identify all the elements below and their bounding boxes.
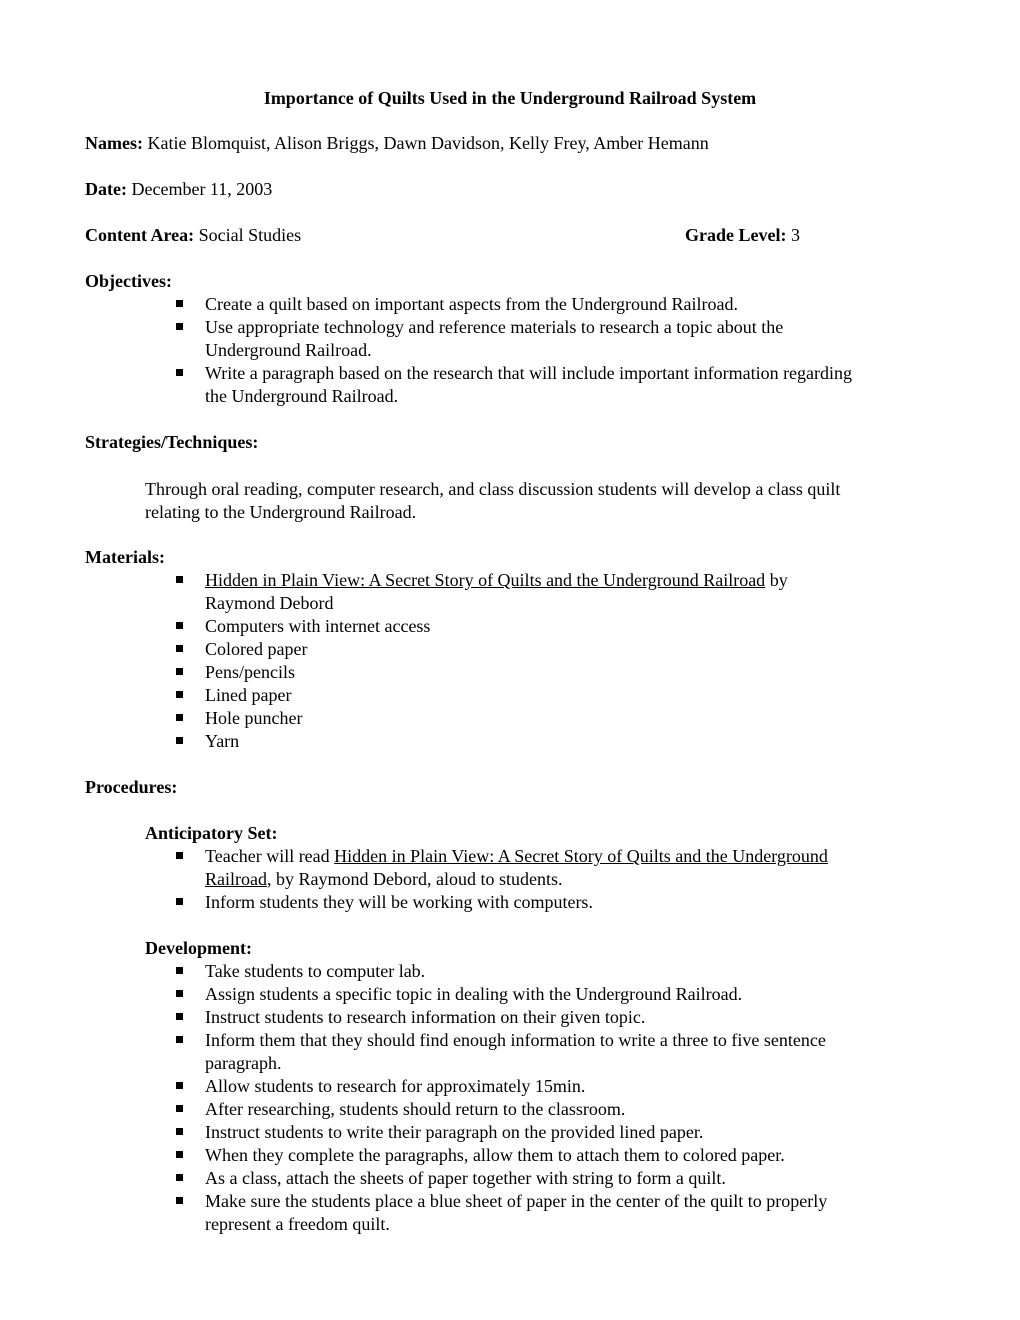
objective-text: Use appropriate technology and reference materials to research a topic about the [205,317,784,337]
anticipatory-text: Teacher will read [205,846,335,866]
document-title: Importance of Quilts Used in the Underground Railroad System [263,88,757,108]
date-label: Date: [85,179,127,199]
list-item [0,684,788,707]
materials-list [0,569,788,753]
book-by: by [765,570,788,590]
strategies-heading: Strategies/Techniques: [85,432,259,452]
list-item [0,638,788,661]
list-item [0,730,788,753]
content-area-value: Social Studies [198,225,302,245]
list-item [0,707,788,730]
development-text: As a class, attach the sheets of paper together with string to form a quilt. [205,1168,726,1188]
list-item [0,293,852,316]
book-title: Hidden in Plain View: A Secret Story of Quilts and the Underground [334,846,828,866]
list-item [0,1190,827,1236]
list-item [0,1144,827,1167]
list-item [0,1167,827,1190]
anticipatory-text: Inform students they will be working with computers. [205,892,593,912]
objectives-heading: Objectives: [85,271,172,291]
development-text: Instruct students to research information on their given topic. [205,1007,646,1027]
strategies-text: Through oral reading, computer research, and class discussion students will develop a class quilt [145,479,841,499]
development-text: After researching, students should return to the classroom. [205,1099,626,1119]
objective-text-cont: Underground Railroad. [205,340,372,360]
strategies-paragraph [145,478,840,524]
grade-level-line [685,224,800,247]
development-text-cont: paragraph. [205,1053,282,1073]
development-text: Instruct students to write their paragraph on the provided lined paper. [205,1122,704,1142]
list-item [0,983,827,1006]
materials-heading: Materials: [85,547,165,567]
book-title: Hidden in Plain View: A Secret Story of Quilts and the Underground Railroad [205,570,766,590]
development-text: When they complete the paragraphs, allow them to attach them to colored paper. [205,1145,785,1165]
material-text: Hole puncher [205,708,303,728]
names-label: Names: [85,133,143,153]
list-item [0,960,827,983]
list-item [0,1006,827,1029]
list-item [0,891,828,914]
objective-text: Create a quilt based on important aspects from the Underground Railroad. [205,294,739,314]
book-title-cont: Railroad [205,869,267,889]
objective-text: Write a paragraph based on the research that will include important information regarding [205,363,853,383]
date-line [85,178,272,201]
anticipatory-text-cont: , by Raymond Debord, aloud to students. [266,869,563,889]
date-value: December 11, 2003 [131,179,273,199]
objectives-list [0,293,852,408]
list-item [0,1098,827,1121]
list-item [0,661,788,684]
anticipatory-heading: Anticipatory Set: [145,823,278,843]
procedures-heading: Procedures: [85,777,178,797]
objective-text-cont: the Underground Railroad. [205,386,399,406]
list-item [0,316,852,362]
development-text: Make sure the students place a blue sheet of paper in the center of the quilt to properly [205,1191,828,1211]
material-text: Lined paper [205,685,292,705]
development-text: Inform them that they should find enough information to write a three to five sentence [205,1030,826,1050]
grade-level-label: Grade Level: [685,225,787,245]
material-text: Computers with internet access [205,616,431,636]
content-area-label: Content Area: [85,225,195,245]
list-item [0,845,828,891]
list-item [0,615,788,638]
names-line [85,132,709,155]
development-text: Assign students a specific topic in dealing with the Underground Railroad. [205,984,743,1004]
content-area-line [85,224,301,247]
list-item [0,1121,827,1144]
list-item [0,362,852,408]
book-author: Raymond Debord [205,593,334,613]
list-item [0,1029,827,1075]
material-text: Pens/pencils [205,662,295,682]
anticipatory-list [0,845,828,914]
grade-level-value: 3 [790,225,800,245]
material-text: Colored paper [205,639,308,659]
development-text: Take students to computer lab. [205,961,426,981]
material-text: Yarn [205,731,240,751]
development-heading: Development: [145,938,252,958]
list-item [0,1075,827,1098]
development-list [0,960,827,1236]
development-text-cont: represent a freedom quilt. [205,1214,390,1234]
names-value: Katie Blomquist, Alison Briggs, Dawn Davidson, Kelly Frey, Amber Hemann [147,133,709,153]
strategies-text-cont: relating to the Underground Railroad. [145,502,417,522]
list-item [0,569,788,615]
development-text: Allow students to research for approximately 15min. [205,1076,586,1096]
